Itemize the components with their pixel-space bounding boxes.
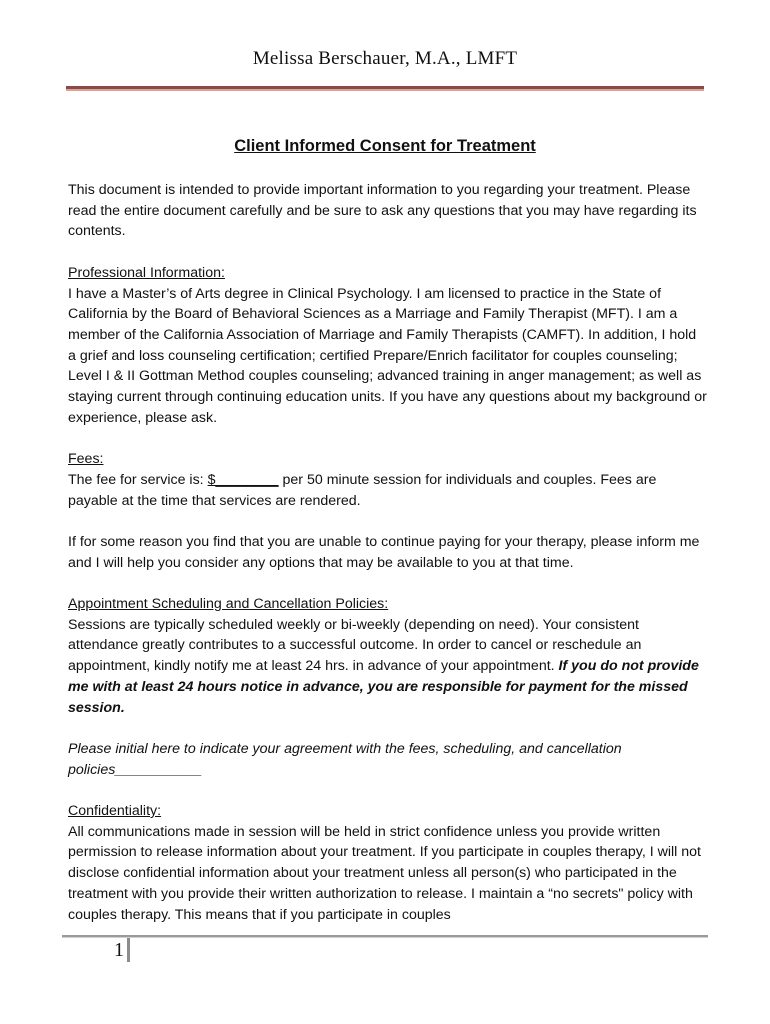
fees-heading: Fees: [68, 451, 104, 468]
document-title: Client Informed Consent for Treatment [234, 137, 536, 155]
missed-session-warning: If you do not provide me with at least 24 hours notice in advance, you are responsible for payment for the missed session. [68, 658, 699, 716]
fee-amount-blank: $________ [207, 471, 279, 488]
fees-paragraph [68, 470, 708, 511]
intro-paragraph: This document is intended to provide important information to you regarding your treatment. Please read the entire document carefully and be sure to ask any questions that you may have regarding its contents. [68, 182, 697, 240]
header-practitioner-name: Melissa Berschauer, M.A., LMFT [252, 48, 518, 69]
fees-line-prefix: The fee for service is: [68, 471, 208, 488]
professional-paragraph: I have a Master’s of Arts degree in Clinical Psychology. I am licensed to practice in the State of California by the Board of Behavioral Sciences as a Marriage and Family Therapist (MFT). I am a member of the California Association of Marriage and Family Therapists (CAMFT). In addition, I hold a grief and loss counseling certification; certified Prepare/Enrich facilitator for couples counseling; Level I & II Gottman Method couples counseling; advanced training in anger management; as well as staying current through continuing education units. If you have any questions about my background or experience, please ask. [68, 285, 707, 426]
confidentiality-paragraph: All communications made in session will be held in strict confidence unless you provide written permission to release information about your treatment. If you participate in couples therapy, I will not disclose confidential information about your treatment unless all person(s) who participated in the treatment with you provide their written authorization to release. I maintain a “no secrets" policy with couples therapy. This means that if you participate in couples [68, 823, 701, 923]
appointments-paragraph [68, 615, 708, 719]
document-body [68, 180, 708, 925]
header-divider [66, 86, 704, 91]
confidentiality-heading: Confidentiality: [68, 803, 162, 819]
fees-paragraph-2: If for some reason you find that you are unable to continue paying for your therapy, please inform me and I will help you consider any options that may be available to you at that time. [68, 533, 700, 571]
footer-divider [62, 935, 708, 938]
professional-heading: Professional Information: [68, 264, 225, 281]
initial-agreement-line: Please initial here to indicate your agreement with the fees, scheduling, and cancellation policies___________ [68, 740, 622, 778]
appointments-text: Sessions are typically scheduled weekly or bi-weekly (depending on need). Your consistent attendance greatly contributes to a successful outcome. In order to cancel or reschedule an appointment, kindly notify me at least 24 hrs. in advance of your appointment. [68, 616, 642, 675]
appointments-heading: Appointment Scheduling and Cancellation Policies: [68, 596, 389, 612]
fees-line-suffix: per 50 minute session for individuals and couples. Fees are payable at the time that services are rendered. [68, 471, 657, 509]
page-number-divider [127, 938, 130, 962]
page-number: 1 [114, 939, 124, 961]
